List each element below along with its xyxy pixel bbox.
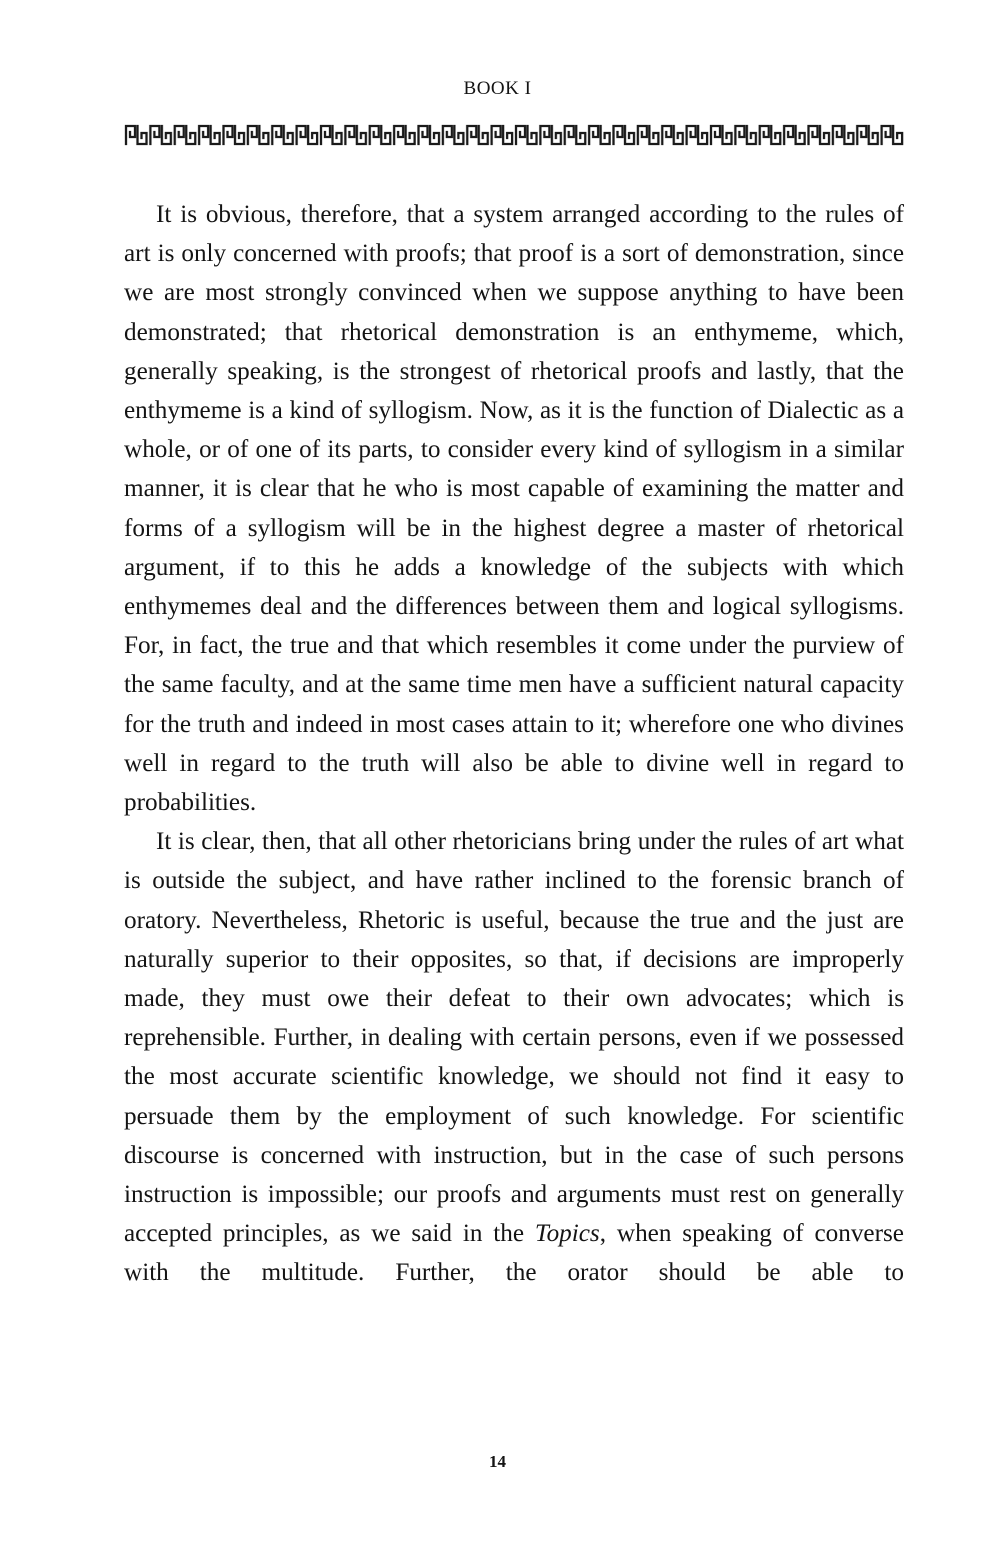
paragraph-2-text-b: , when speaking of converse with the multitude. Further, the orator should be able to xyxy=(124,1220,904,1287)
page-number: 14 xyxy=(489,1452,506,1471)
paragraph-2 xyxy=(124,822,904,1292)
greek-key-fret-border-icon xyxy=(124,124,904,146)
topics-title: Topics xyxy=(534,1220,600,1248)
paragraph-1: It is obvious, therefore, that a system arranged according to the rules of art is only concerned with proofs; that proof is a sort of demonstration, since we are most strongly convinced when we suppose anything to have been demonstrated; that rhetorical demonstration is an enthymeme, which, generally speaking, is the strongest of rhetorical proofs and lastly, that the enthymeme is a kind of syllogism. Now, as it is the function of Dialectic as a whole, or of one of its parts, to consider every kind of syllogism in a similar manner, it is clear that he who is most capable of examining the matter and forms of a syllogism will be in the highest degree a master of rhetorical argument, if to this he adds a knowledge of the subjects with which enthymemes deal and the differences between them and logical syllogisms. For, in fact, the true and that which resembles it come under the purview of the same faculty, and at the same time men have a sufficient natural capacity for the truth and indeed in most cases attain to it; wherefore one who divines well in regard to the truth will also be able to divine well in regard to probabilities. xyxy=(124,201,904,817)
running-head: BOOK I xyxy=(463,78,532,99)
paragraph-2-text-a: It is clear, then, that all other rhetoricians bring under the rules of art what is outside the subject, and have rather inclined to the forensic branch of oratory. Nevertheless, Rhetoric is useful, because the true and the just are naturally superior to their opposites, so that, if decisions are improperly made, they must owe their defeat to their own advocates; which is reprehensible. Further, in dealing with certain persons, even if we possessed the most accurate scientific knowledge, we should not find it easy to persuade them by the employment of such knowledge. For scientific discourse is concerned with instruction, but in the case of such persons instruction is impossible; our proofs and arguments must rest on generally accepted principles, as we said in the xyxy=(124,828,904,1248)
body-text xyxy=(124,195,904,1293)
